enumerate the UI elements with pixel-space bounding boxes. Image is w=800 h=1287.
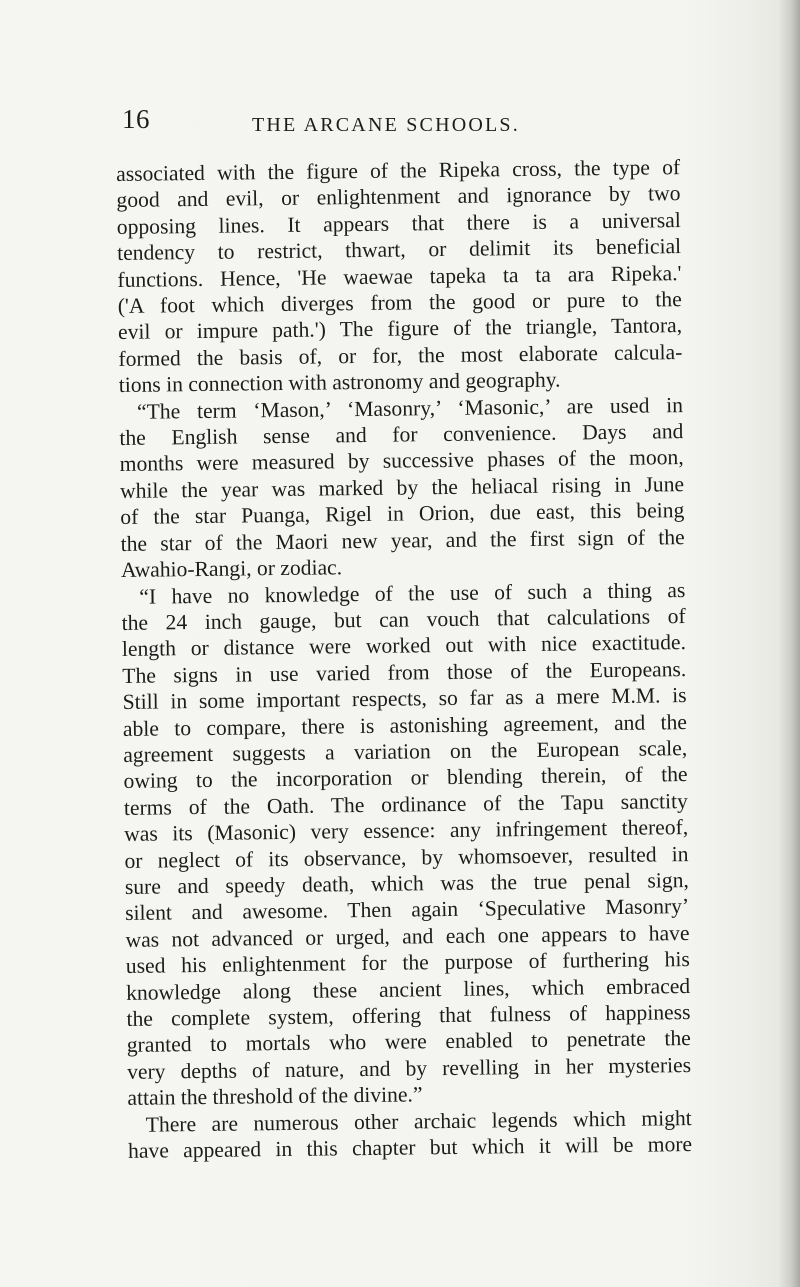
text-line: Still in some important respects, so far as a mere M.M. is (122, 683, 687, 715)
text-line: or neglect of its observance, by whomsoever, resulted in (124, 841, 689, 873)
text-line: good and evil, or enlightenment and ignorance by two (116, 181, 681, 213)
text-line: functions. Hence, 'He waewae tapeka ta ta ara Ripeka.' (117, 260, 682, 292)
text-line: “The term ‘Mason,’ ‘Masonry,’ ‘Masonic,’ are used in (136, 392, 684, 424)
running-title: THE ARCANE SCHOOLS. (252, 114, 520, 136)
text-line: was not advanced or urged, and each one appears to have (125, 920, 690, 952)
text-line: the complete system, offering that fulness of happiness (126, 1000, 691, 1031)
page-number: 16 (122, 104, 150, 134)
text-line: used his enlightenment for the purpose of furthering his (125, 947, 690, 979)
text-line: The signs in use varied from those of the Europeans. (122, 656, 687, 688)
text-line: was its (Masonic) very essence: any infringement thereof, (124, 815, 689, 847)
text-line: sure and speedy death, which was the true penal sign, (124, 868, 689, 899)
text-line: the 24 inch gauge, but can vouch that calculations of (121, 603, 686, 635)
text-line: evil or impure path.') The figure of the triangle, Tantora, (117, 313, 683, 345)
text-line: silent and awesome. Then again ‘Speculative Masonry’ (125, 894, 690, 926)
text-line: the English sense and for convenience. Days and (119, 419, 684, 451)
text-line: There are numerous other archaic legends which might (145, 1105, 692, 1137)
text-line: owing to the incorporation or blending therein, of the (123, 762, 688, 794)
text-line: formed the basis of, or for, the most elaborate calcula- (118, 339, 683, 371)
text-line: able to compare, there is astonishing agreement, and the (122, 709, 688, 741)
text-line: tions in connection with astronomy and geography. (118, 367, 561, 398)
text-line: have appeared in this chapter but which it will be more (127, 1132, 693, 1163)
text-line: “I have no knowledge of the use of such a thing as (139, 577, 686, 609)
text-line: granted to mortals who were enabled to penetrate the (126, 1026, 691, 1058)
text-line: of the star Puanga, Rigel in Orion, due east, this being (120, 498, 685, 530)
text-line: Awahio-Rangi, or zodiac. (120, 555, 343, 583)
text-line: agreement suggests a variation on the European scale, (123, 736, 688, 767)
text-line: months were measured by successive phases of the moon, (119, 445, 684, 477)
text-line: the star of the Maori new year, and the first sign of the (120, 524, 685, 556)
text-line: associated with the figure of the Ripeka cross, the type of (116, 155, 681, 186)
text-line: tendency to restrict, thwart, or delimit its beneficial (116, 234, 682, 266)
text-line: length or distance were worked out with nice exactitude. (121, 630, 687, 662)
text-line: terms of the Oath. The ordinance of the Tapu sanctity (123, 788, 689, 820)
text-line: opposing lines. It appears that there is a universal (116, 207, 681, 239)
text-line: while the year was marked by the heliacal rising in June (119, 471, 685, 503)
text-line: attain the threshold of the divine.” (127, 1082, 423, 1111)
text-line: very depths of nature, and by revelling in her mysteries (126, 1052, 692, 1084)
body-text (116, 154, 692, 1164)
page-edge-shadow (778, 0, 800, 1287)
text-line: ('A foot which diverges from the good or pure to the (117, 287, 682, 319)
text-line: knowledge along these ancient lines, which embraced (126, 973, 691, 1005)
